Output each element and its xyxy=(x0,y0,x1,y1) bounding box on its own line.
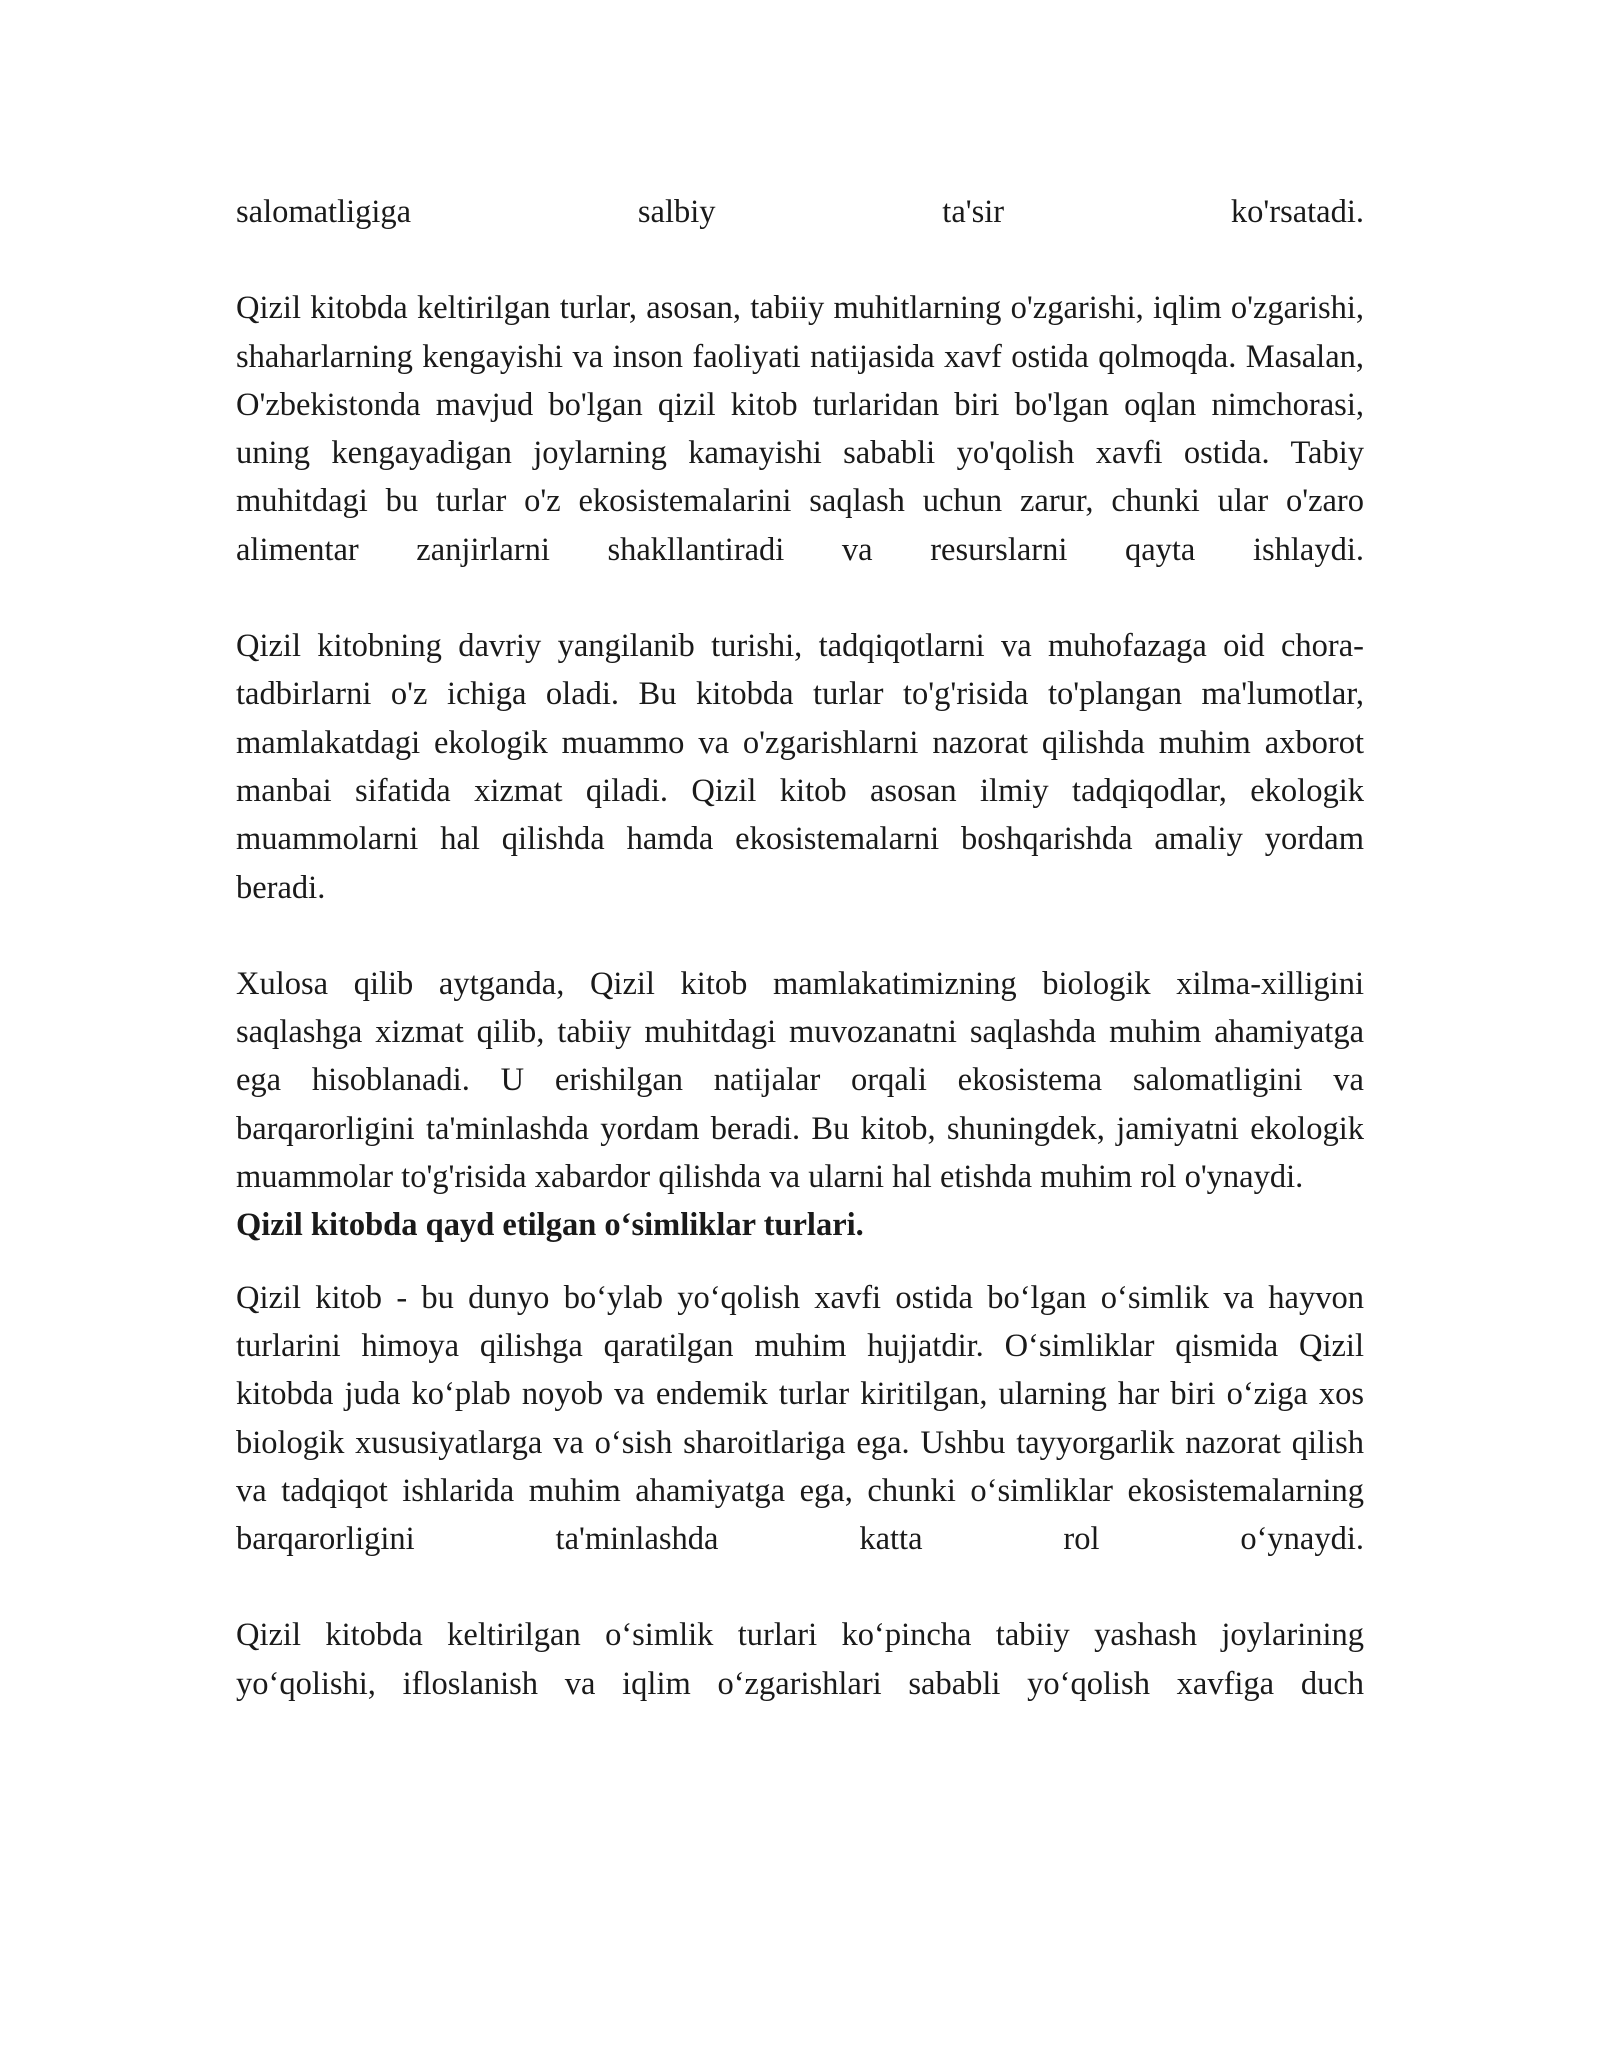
paragraph-plants-intro: Qizil kitob - bu dunyo bo‘ylab yo‘qolish xavfi ostida bo‘lgan o‘simlik va hayvon turlarini himoya qilishga qaratilgan muhim hujjatdir. O‘simliklar qismida Qizil kitobda juda ko‘plab noyob va endemik turlar kiritilgan, ularning har biri o‘ziga xos biologik xususiyatlarga va o‘sish sharoitlariga ega. Ushbu tayyorgarlik nazorat qilish va tadqiqot ishlarida muhim ahamiyatga ega, chunki o‘simliklar ekosistemalarning barqarorligini ta'minlashda katta rol o‘ynaydi. xyxy=(236,1279,1364,1558)
paragraph-threats: Qizil kitobda keltirilgan turlar, asosan, tabiiy muhitlarning o'zgarishi, iqlim o'zgarishi, shaharlarning kengayishi va inson faoliyati natijasida xavf ostida qolmoqda. Masalan, O'zbekistonda mavjud bo'lgan qizil kitob turlaridan biri bo'lgan oqlan nimchorasi, uning kengayadigan joylarning kamayishi sababli yo'qolish xavfi ostida. Tabiy muhitdagi bu turlar o'z ekosistemalarini saqlash uchun zarur, chunki ular o'zaro alimentar zanjirlarni shakllantiradi va resurslarni qayta ishlaydi. xyxy=(236,290,1364,568)
paragraph-continuation: salomatligiga salbiy ta'sir ko'rsatadi. xyxy=(236,194,1364,230)
document-page xyxy=(236,188,1364,1708)
paragraph-updates: Qizil kitobning davriy yangilanib turishi, tadqiqotlarni va muhofazaga oid chora-tadbirlarni o'z ichiga oladi. Bu kitobda turlar to'g'risida to'plangan ma'lumotlar, mamlakatdagi ekologik muammo va o'zgarishlarni nazorat qilishda muhim axborot manbai sifatida xizmat qiladi. Qizil kitob asosan ilmiy tadqiqodlar, ekologik muammolarni hal qilishda hamda ekosistemalarni boshqarishda amaliy yordam beradi. xyxy=(236,628,1364,906)
section-heading: Qizil kitobda qayd etilgan o‘simliklar turlari. xyxy=(236,1207,864,1244)
paragraph-plants-threats: Qizil kitobda keltirilgan o‘simlik turlari ko‘pincha tabiiy yashash joylarining yo‘qolishi, ifloslanish va iqlim o‘zgarishlari sababli yo‘qolish xavfiga duch xyxy=(236,1617,1364,1702)
paragraph-conclusion: Xulosa qilib aytganda, Qizil kitob mamlakatimizning biologik xilma-xilligini saqlashga xizmat qilib, tabiiy muhitdagi muvozanatni saqlashda muhim ahamiyatga ega hisoblanadi. U erishilgan natijalar orqali ekosistema salomatligini va barqarorligini ta'minlashda yordam beradi. Bu kitob, shuningdek, jamiyatni ekologik muammolar to'g'risida xabardor qilishda va ularni hal etishda muhim rol o'ynaydi. xyxy=(236,965,1364,1196)
